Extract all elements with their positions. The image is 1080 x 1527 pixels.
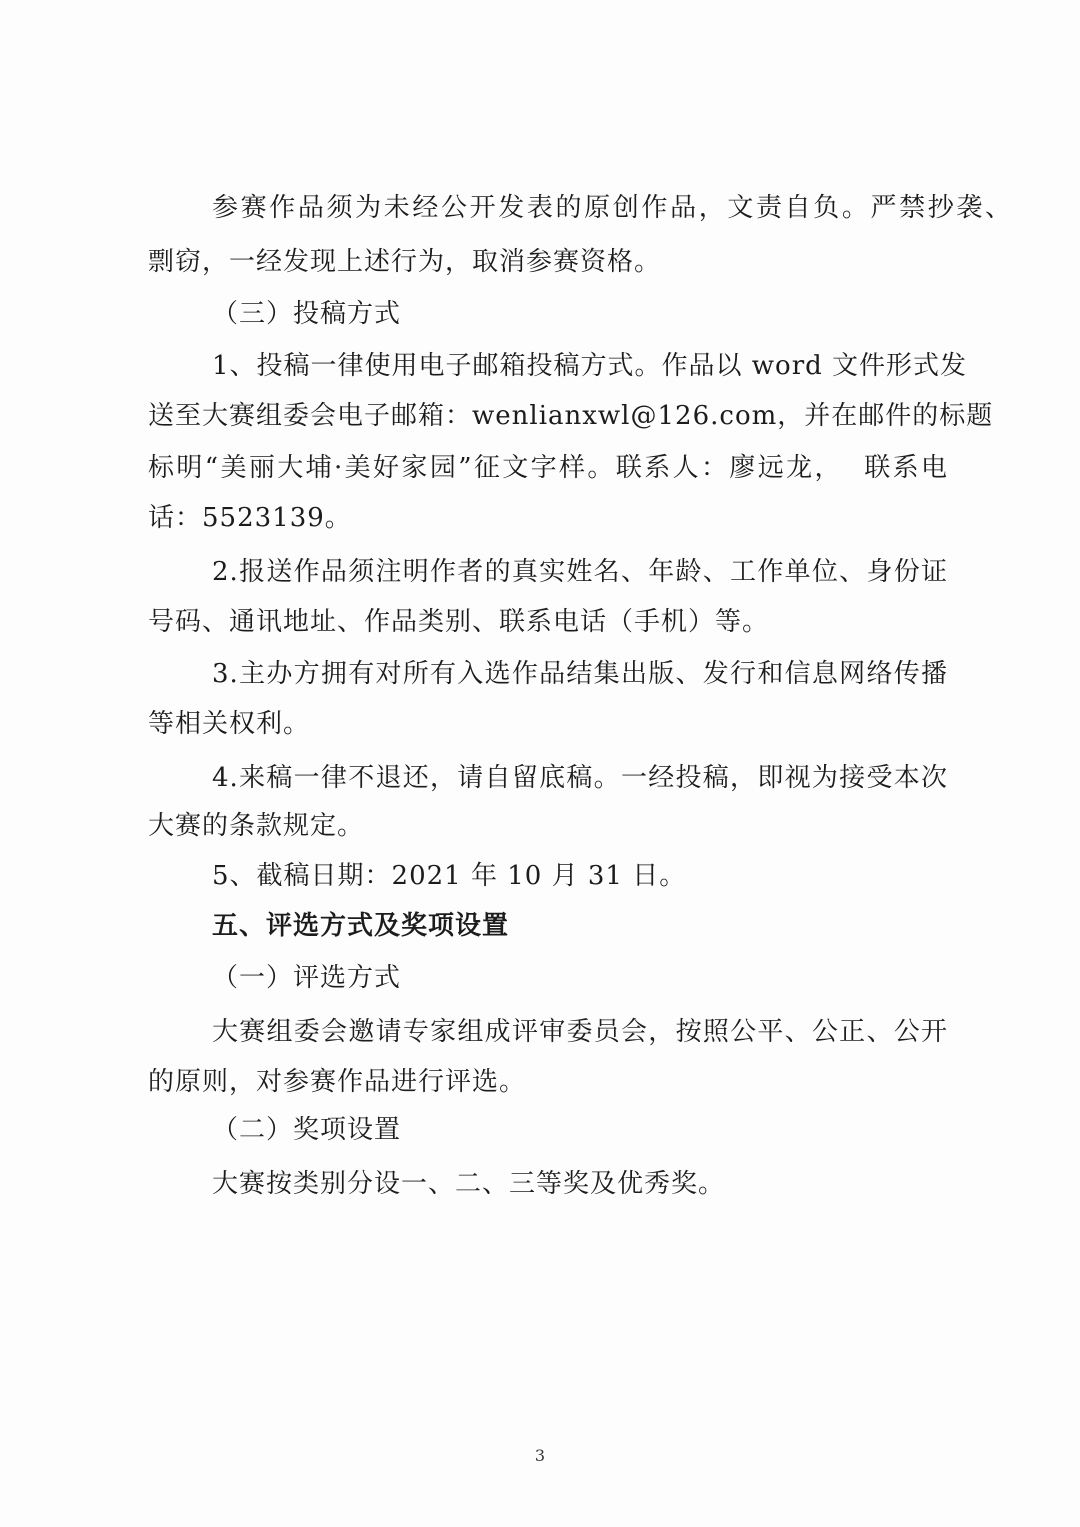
subsection-heading: （一）评选方式 [212, 963, 402, 993]
page-number: 3 [534, 1446, 546, 1465]
section-heading: （三）投稿方式 [212, 299, 402, 329]
paragraph-line: 3.主办方拥有对所有入选作品结集出版、发行和信息网络传播 [212, 659, 948, 689]
deadline-line: 5、截稿日期：2021 年 10 月 31 日。 [212, 861, 687, 891]
paragraph-line: 1、投稿一律使用电子邮箱投稿方式。作品以 word 文件形式发 [212, 351, 968, 381]
paragraph-line: 话：5523139。 [148, 503, 352, 533]
paragraph-line: 号码、通讯地址、作品类别、联系电话（手机）等。 [148, 607, 770, 637]
paragraph-line: 4.来稿一律不退还，请自留底稿。一经投稿，即视为接受本次 [212, 763, 948, 793]
paragraph-line: 2.报送作品须注明作者的真实姓名、年龄、工作单位、身份证 [212, 557, 948, 587]
paragraph-line: 的原则，对参赛作品进行评选。 [148, 1067, 527, 1097]
paragraph-line: 大赛的条款规定。 [148, 811, 365, 841]
paragraph-line: 等相关权利。 [148, 709, 311, 739]
paragraph-line: 剽窃，一经发现上述行为，取消参赛资格。 [148, 247, 662, 277]
paragraph-line: 标明“美丽大埔·美好家园”征文字样。联系人：廖远龙， 联系电 [148, 453, 948, 483]
paragraph-line: 送至大赛组委会电子邮箱：wenlianxwl@126.com，并在邮件的标题 [148, 401, 994, 431]
paragraph-line: 大赛按类别分设一、二、三等奖及优秀奖。 [212, 1169, 726, 1199]
subsection-heading: （二）奖项设置 [212, 1115, 402, 1145]
section-heading: 五、评选方式及奖项设置 [212, 911, 510, 941]
paragraph-line: 大赛组委会邀请专家组成评审委员会，按照公平、公正、公开 [212, 1017, 948, 1047]
paragraph-line: 参赛作品须为未经公开发表的原创作品，文责自负。严禁抄袭、 [212, 193, 1012, 223]
